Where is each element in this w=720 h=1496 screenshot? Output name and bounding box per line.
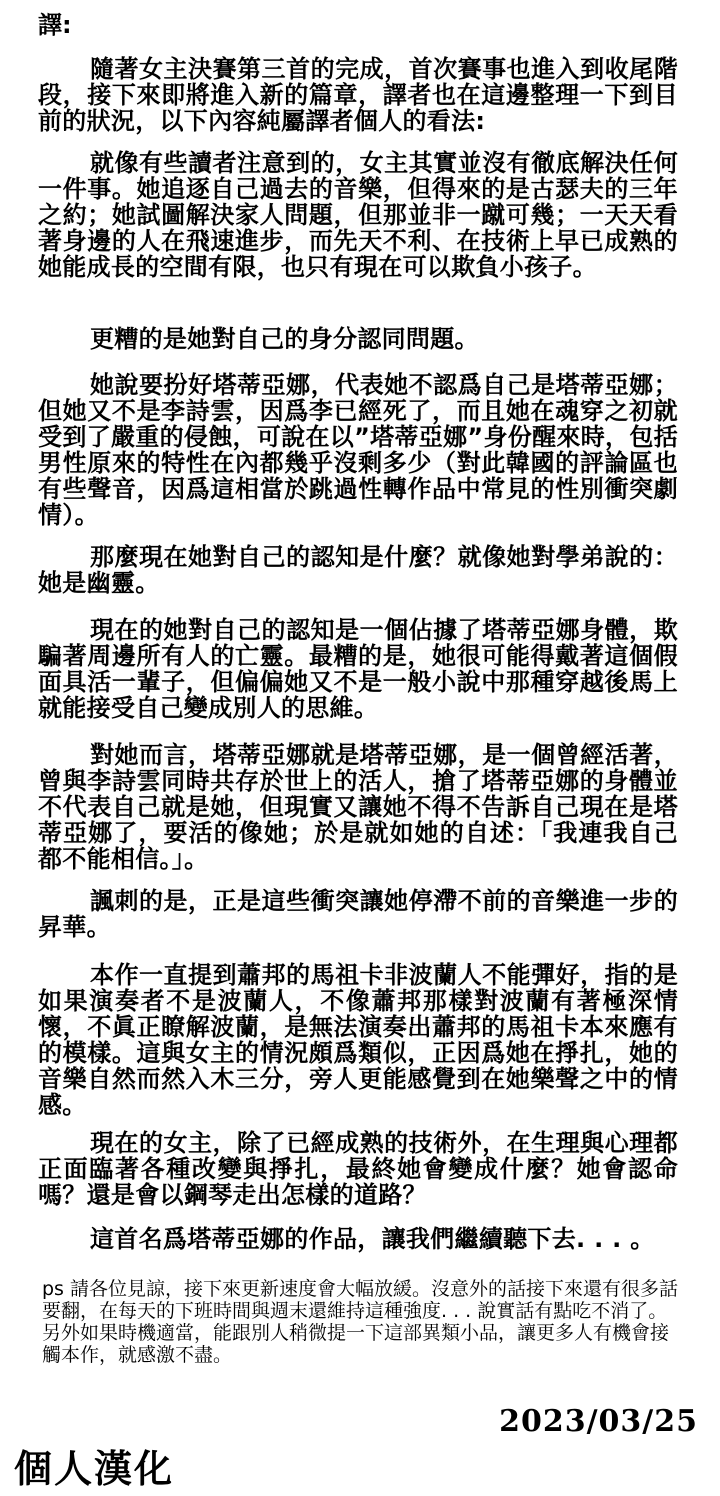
paragraph-unresolved: 就像有些讀者注意到的，女主其實並沒有徹底解決任何一件事。她追逐自己過去的音樂，但得來的是古瑟夫的三年之約；她試圖解決家人問題，但那並非一蹴可幾；一天天看著身邊的人在飛速進步，而先天不利、在技術上早已成熟的她能成長的空間有限，也只有現在可以欺負小孩子。	[38, 149, 678, 281]
ps-note: ps 請各位見諒，接下來更新速度會大幅放緩。沒意外的話接下來還有很多話要翻，在每天的下班時間與週末還維持這種強度. . . 說實話有點吃不消了。另外如果時機適當，能跟別人稍微提一下這部異類小品，讓更多人有機會接觸本作，就感激不盡。	[42, 1278, 679, 1366]
paragraph-tatiana-role: 她說要扮好塔蒂亞娜，代表她不認爲自己是塔蒂亞娜；但她又不是李詩雲，因爲李已經死了，而且她在魂穿之初就受到了嚴重的侵蝕，可說在以”塔蒂亞娜”身份醒來時，包括男性原來的特性在內都幾乎沒剩多少（對此韓國的評論區也有些聲音，因爲這相當於跳過性轉作品中常見的性別衝突劇情）。	[38, 371, 678, 529]
paragraph-for-her: 對她而言，塔蒂亞娜就是塔蒂亞娜，是一個曾經活著，曾與李詩雲同時共存於世上的活人，搶了塔蒂亞娜的身體並不代表自己就是她，但現實又讓她不得不告訴自己現在是塔蒂亞娜了，要活的像她；於是就如她的自述：「我連我自己都不能相信。」。	[38, 741, 678, 873]
paragraph-intro: 隨著女主決賽第三首的完成，首次賽事也進入到收尾階段，接下來即將進入新的篇章，譯者也在這邊整理一下到目前的狀況，以下內容純屬譯者個人的看法:	[38, 55, 678, 135]
date-stamp: 2023/03/25	[499, 1404, 698, 1439]
paragraph-future: 現在的女主，除了已經成熟的技術外，在生理與心理都正面臨著各種改變與掙扎，最終她會變成什麼？她會認命嗎？還是會以鋼琴走出怎樣的道路？	[38, 1129, 678, 1209]
paragraph-identity: 更糟的是她對自己的身分認同問題。	[90, 325, 479, 353]
paragraph-wraith: 現在的她對自己的認知是一個佔據了塔蒂亞娜身體，欺騙著周邊所有人的亡靈。最糟的是，她很可能得戴著這個假面具活一輩子，但偏偏她又不是一般小說中那種穿越後馬上就能接受自己變成別人的思維。	[38, 616, 678, 722]
translator-signature: 個人漢化	[14, 1446, 175, 1491]
paragraph-chopin: 本作一直提到蕭邦的馬祖卡非波蘭人不能彈好，指的是如果演奏者不是波蘭人，不像蕭邦那樣對波蘭有著極深情懷，不眞正瞭解波蘭，是無法演奏出蕭邦的馬祖卡本來應有的模樣。這與女主的情況頗爲類似，正因爲她在掙扎，她的音樂自然而然入木三分，旁人更能感覺到在她樂聲之中的情感。	[38, 961, 678, 1119]
paragraph-ghost: 那麼現在她對自己的認知是什麼？就像她對學弟說的：她是幽靈。	[38, 543, 678, 597]
paragraph-irony: 諷刺的是，正是這些衝突讓她停滯不前的音樂進一步的昇華。	[38, 887, 678, 941]
note-heading: 譯:	[38, 11, 72, 39]
paragraph-closing: 這首名爲塔蒂亞娜的作品，讓我們繼續聽下去. . . 。	[90, 1225, 655, 1253]
